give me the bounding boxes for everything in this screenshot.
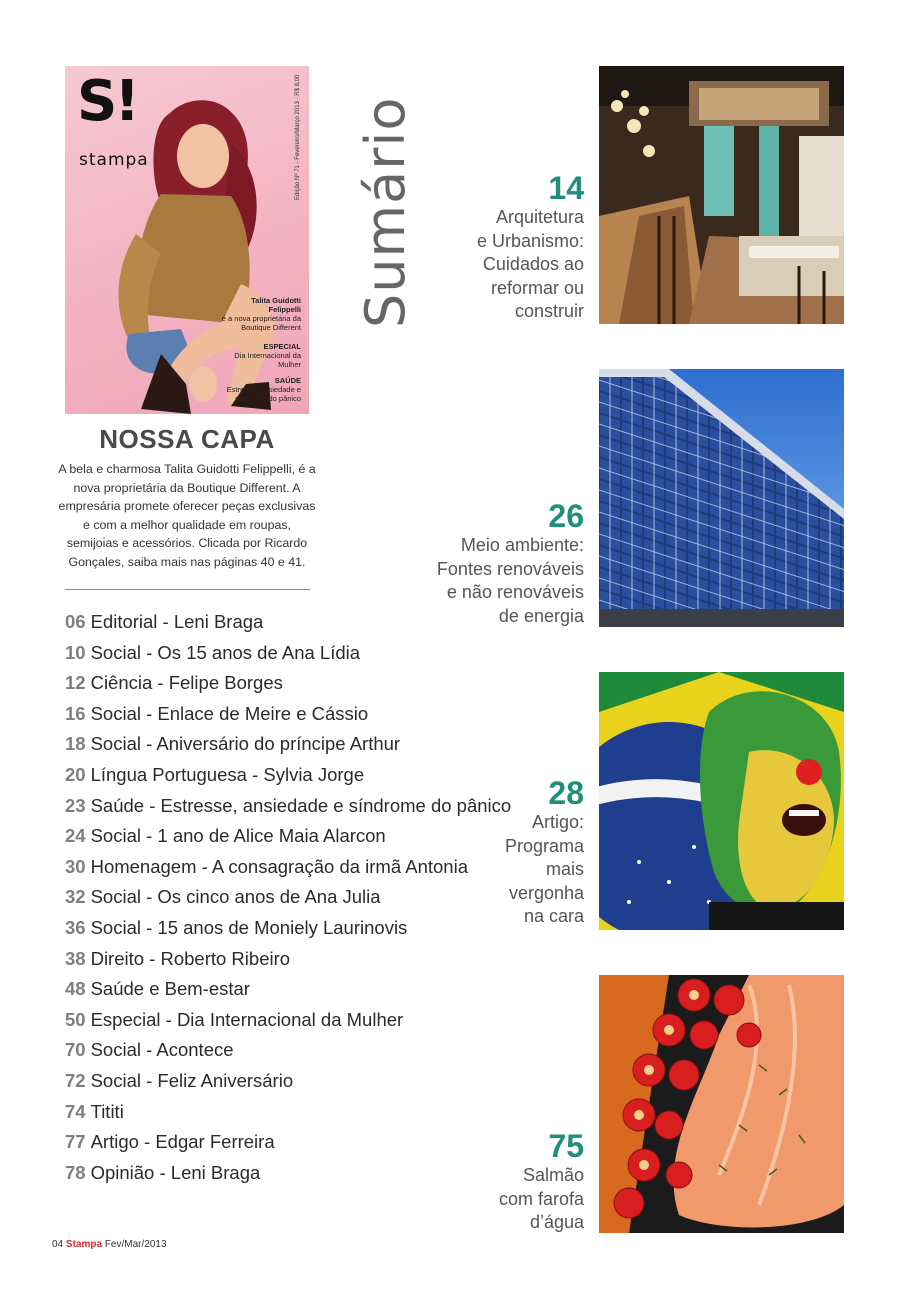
toc-title: Tititi xyxy=(90,1100,124,1122)
cover-blurb-heading: ESPECIAL xyxy=(263,342,301,351)
toc-item[interactable] xyxy=(65,974,511,1005)
brazil-fan-image xyxy=(599,672,844,930)
toc-item[interactable] xyxy=(65,913,511,944)
salmon-image xyxy=(599,975,844,1233)
toc-page-number: 23 xyxy=(65,794,86,816)
toc-item[interactable] xyxy=(65,882,511,913)
toc-item[interactable] xyxy=(65,1035,511,1066)
feature-line: com farofa xyxy=(498,1188,584,1209)
feature-line: reformar ou xyxy=(490,277,584,298)
feature-line: vergonha xyxy=(508,882,584,903)
toc-item[interactable] xyxy=(65,668,511,699)
feature-article[interactable] xyxy=(505,777,584,929)
toc-title: Social - 1 ano de Alice Maia Alarcon xyxy=(90,825,386,847)
toc-page-number: 50 xyxy=(65,1008,86,1030)
toc-title: Ciência - Felipe Borges xyxy=(90,672,283,694)
feature-line: e não renováveis xyxy=(446,582,584,602)
toc-item[interactable] xyxy=(65,821,511,852)
toc-page-number: 74 xyxy=(65,1100,86,1122)
toc-page-number: 70 xyxy=(65,1039,86,1061)
toc-title: Língua Portuguesa - Sylvia Jorge xyxy=(90,763,365,785)
cover-brand: stampa xyxy=(79,150,149,170)
feature-line: d’água xyxy=(529,1212,584,1232)
page-footer xyxy=(52,1239,167,1250)
toc-item[interactable] xyxy=(65,1097,511,1128)
feature-architecture[interactable] xyxy=(477,172,584,324)
feature-line: Salmão xyxy=(522,1165,584,1185)
toc-title: Homenagem - A consagração da irmã Antonia xyxy=(90,855,468,877)
feature-line: Programa xyxy=(504,835,584,856)
footer-page-number: 04 xyxy=(52,1239,64,1250)
feature-line: Arquitetura xyxy=(495,207,584,227)
toc-page-number: 38 xyxy=(65,947,86,969)
footer-brand: Stampa xyxy=(65,1239,103,1250)
cover-blurb-saude xyxy=(219,376,301,403)
toc-item[interactable] xyxy=(65,791,511,822)
feature-recipe[interactable] xyxy=(499,1130,584,1235)
toc-item[interactable] xyxy=(65,852,511,883)
toc-item[interactable] xyxy=(65,1066,511,1097)
cover-thumbnail xyxy=(65,66,309,414)
cover-blurb-text: é a nova proprietária da Boutique Different xyxy=(221,314,301,332)
toc-item[interactable] xyxy=(65,699,511,730)
feature-page-number: 14 xyxy=(548,170,584,206)
cover-blurb-text: Dia Internacional da Mulher xyxy=(234,351,301,369)
toc-page-number: 12 xyxy=(65,672,86,694)
toc-item[interactable] xyxy=(65,944,511,975)
toc-page-number: 24 xyxy=(65,825,86,847)
toc-item[interactable] xyxy=(65,760,511,791)
toc-title: Social - Feliz Aniversário xyxy=(90,1069,294,1091)
photo-brazil-fan xyxy=(599,672,844,930)
feature-environment[interactable] xyxy=(437,500,584,628)
feature-line: construir xyxy=(514,301,584,321)
feature-line: e Urbanismo: xyxy=(476,230,584,251)
toc-page-number: 20 xyxy=(65,763,86,785)
toc-title: Opinião - Leni Braga xyxy=(90,1161,261,1183)
toc-title: Especial - Dia Internacional da Mulher xyxy=(90,1008,404,1030)
photo-restaurant-interior xyxy=(599,66,844,324)
toc-item[interactable] xyxy=(65,638,511,669)
cover-blurb-name: Talita Guidotti Felippelli xyxy=(251,296,301,314)
feature-text xyxy=(437,534,584,628)
cover-story-heading: NOSSA CAPA xyxy=(99,424,275,454)
toc-title: Editorial - Leni Braga xyxy=(90,611,264,632)
table-of-contents xyxy=(65,607,511,1188)
toc-item[interactable] xyxy=(65,1127,511,1158)
restaurant-image xyxy=(599,66,844,324)
feature-page-number: 28 xyxy=(548,775,584,811)
divider xyxy=(65,589,310,590)
feature-page-number: 26 xyxy=(548,498,584,534)
cover-blurb-especial xyxy=(219,342,301,369)
feature-line: Meio ambiente: xyxy=(460,535,584,555)
feature-line: mais xyxy=(545,859,584,879)
photo-solar-panels xyxy=(599,369,844,627)
toc-title: Direito - Roberto Ribeiro xyxy=(90,947,291,969)
solar-panel-image xyxy=(599,369,844,627)
toc-title: Social - Os 15 anos de Ana Lídia xyxy=(90,641,361,663)
page-title: Sumário xyxy=(354,96,417,328)
toc-page-number: 72 xyxy=(65,1069,86,1091)
toc-title: Artigo - Edgar Ferreira xyxy=(90,1131,275,1153)
feature-line: Cuidados ao xyxy=(482,254,584,274)
feature-line: Artigo: xyxy=(531,812,584,832)
cover-edition-info: Edição Nº 71 - Fevereiro/Março 2013 - R$ 8,00 xyxy=(295,74,301,200)
toc-title: Social - Aniversário do príncipe Arthur xyxy=(90,733,401,755)
toc-item[interactable] xyxy=(65,1005,511,1036)
footer-date: Fev/Mar/2013 xyxy=(104,1239,167,1250)
cover-story-text: A bela e charmosa Talita Guidotti Felippelli, é a nova proprietária da Boutique Different. A empresária promete oferecer peças exclusivas e com a melhor qualidade em roupas, semijoias e acessórios. Clicada por Ricardo Gonçales, saiba mais nas páginas 40 e 41. xyxy=(58,462,316,569)
toc-page-number: 10 xyxy=(65,641,86,663)
feature-line: de energia xyxy=(498,605,584,626)
toc-page-number: 18 xyxy=(65,733,86,755)
toc-title: Saúde e Bem-estar xyxy=(90,978,250,1000)
toc-item[interactable] xyxy=(65,1158,511,1189)
toc-title: Social - Acontece xyxy=(90,1039,234,1061)
cover-blurb-talita xyxy=(219,296,301,332)
toc-page-number: 36 xyxy=(65,916,86,938)
feature-page-number: 75 xyxy=(548,1128,584,1164)
toc-title: Social - Enlace de Meire e Cássio xyxy=(90,702,369,724)
toc-page-number: 78 xyxy=(65,1161,86,1183)
toc-item[interactable] xyxy=(65,729,511,760)
cover-blurb-text: Estresse, ansiedade e síndrome do pânico xyxy=(226,385,301,403)
feature-text xyxy=(499,1164,584,1235)
toc-page-number: 32 xyxy=(65,886,86,908)
photo-salmon-dish xyxy=(599,975,844,1233)
toc-page-number: 06 xyxy=(65,611,86,632)
toc-page-number: 16 xyxy=(65,702,86,724)
feature-text xyxy=(477,206,584,324)
toc-title: Social - 15 anos de Moniely Laurinovis xyxy=(90,916,408,938)
cover-logo: S! xyxy=(77,69,137,134)
cover-blurb-heading: SAÚDE xyxy=(274,376,301,385)
toc-title: Social - Os cinco anos de Ana Julia xyxy=(90,886,381,908)
toc-page-number: 30 xyxy=(65,855,86,877)
toc-page-number: 77 xyxy=(65,1131,86,1153)
feature-line: Fontes renováveis xyxy=(436,558,584,579)
toc-page-number: 48 xyxy=(65,978,86,1000)
toc-title: Saúde - Estresse, ansiedade e síndrome do pânico xyxy=(90,794,512,816)
feature-text xyxy=(505,811,584,929)
feature-line: na cara xyxy=(523,906,584,926)
